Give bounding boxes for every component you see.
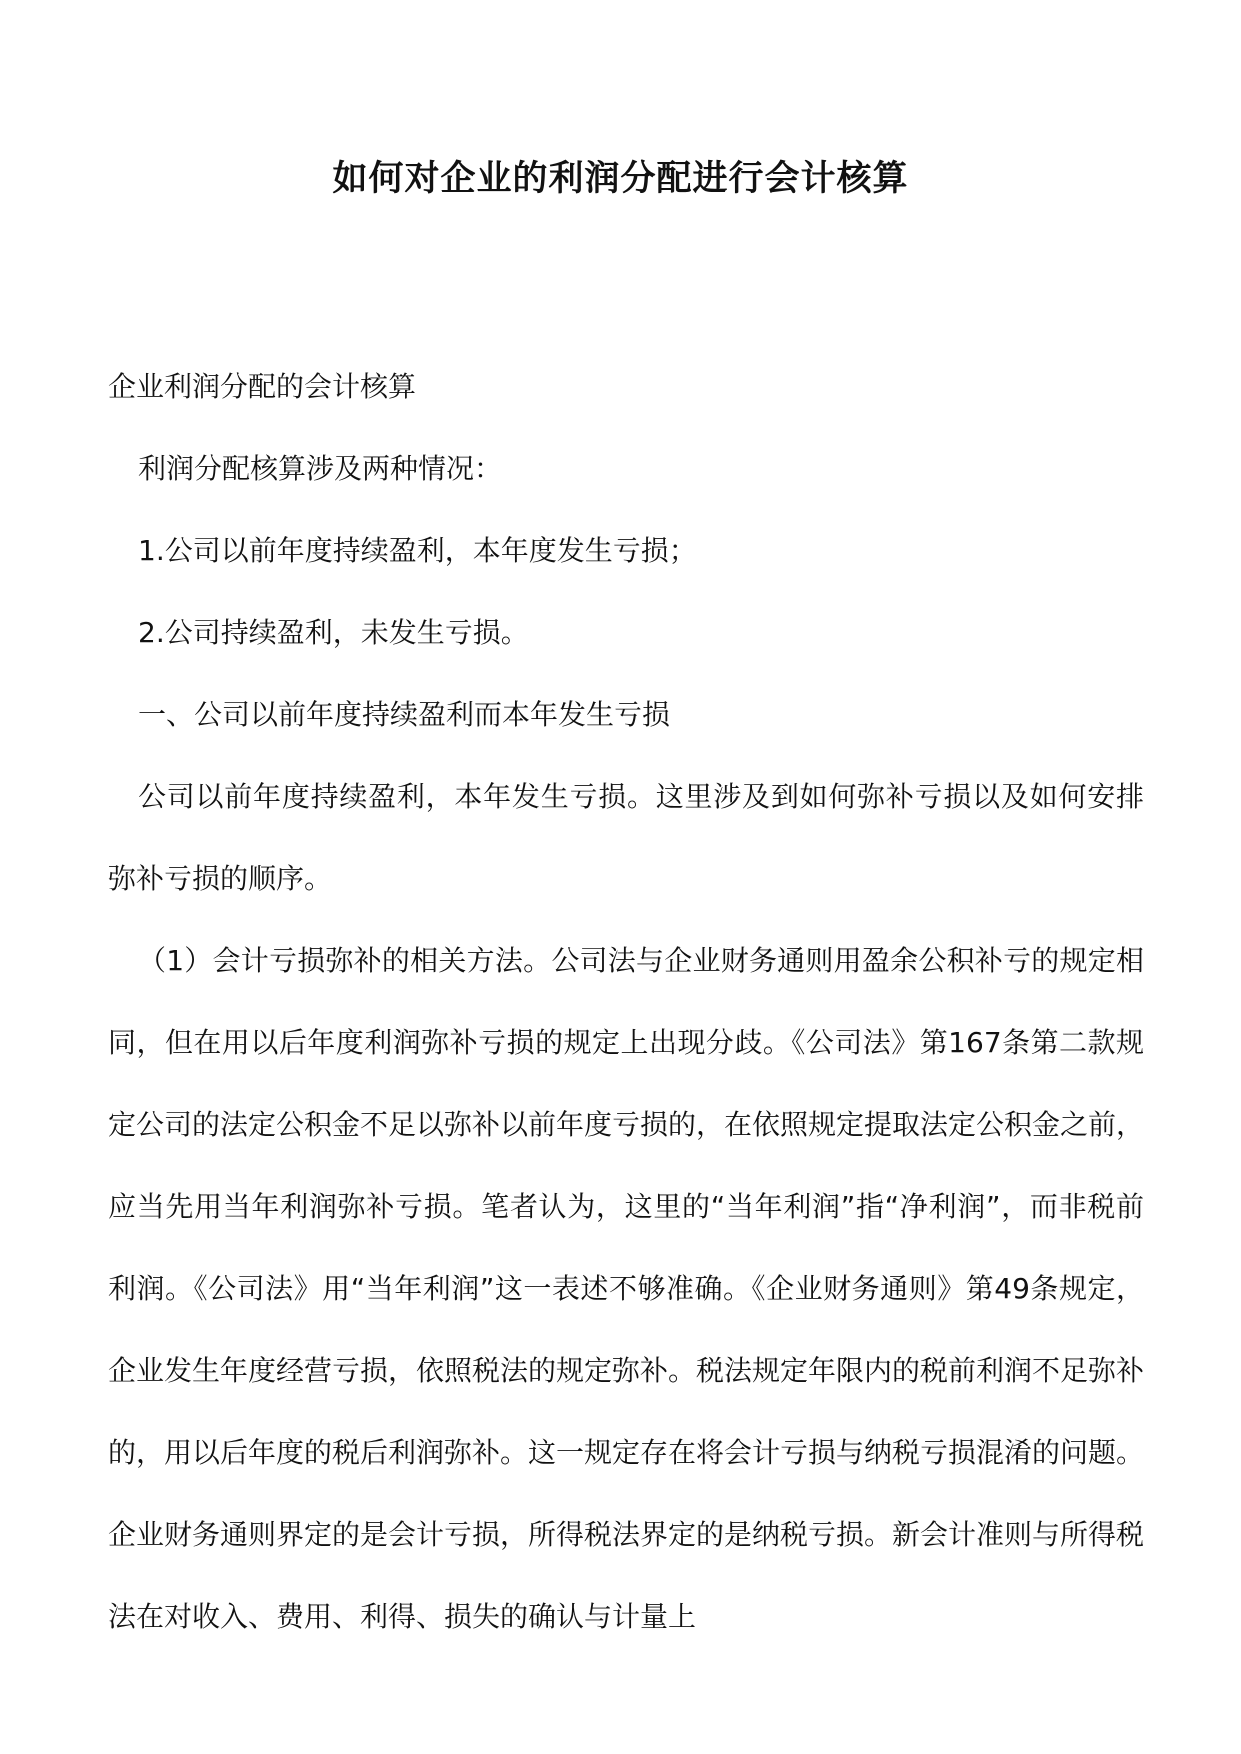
paragraph: （1）会计亏损弥补的相关方法。公司法与企业财务通则用盈余公积补亏的规定相同，但在用以后年度利润弥补亏损的规定上出现分歧。《公司法》第167条第二款规定公司的法定公积金不足以弥补以前年度亏损的，在依照规定提取法定公积金之前，应当先用当年利润弥补亏损。笔者认为，这里的“当年利润”指“净利润”，而非税前利润。《公司法》用“当年利润”这一表述不够准确。《企业财务通则》第49条规定，企业发生年度经营亏损，依照税法的规定弥补。税法规定年限内的税前利润不足弥补的，用以后年度的税后利润弥补。这一规定存在将会计亏损与纳税亏损混淆的问题。企业财务通则界定的是会计亏损，所得税法界定的是纳税亏损。新会计准则与所得税法在对收入、费用、利得、损失的确认与计量上 xyxy=(108,944,1145,1633)
paragraph: 利润分配核算涉及两种情况： xyxy=(138,452,503,485)
document-body xyxy=(108,346,1144,1658)
section-heading: 企业利润分配的会计核算 xyxy=(108,370,417,403)
document-title: 如何对企业的利润分配进行会计核算 xyxy=(332,158,909,199)
paragraph: 公司以前年度持续盈利，本年发生亏损。这里涉及到如何弥补亏损以及如何安排弥补亏损的顺序。 xyxy=(108,780,1144,895)
subsection-heading: 一、公司以前年度持续盈利而本年发生亏损 xyxy=(138,698,671,731)
list-item: 1.公司以前年度持续盈利，本年度发生亏损； xyxy=(138,534,697,567)
list-item: 2.公司持续盈利，未发生亏损。 xyxy=(138,616,529,649)
